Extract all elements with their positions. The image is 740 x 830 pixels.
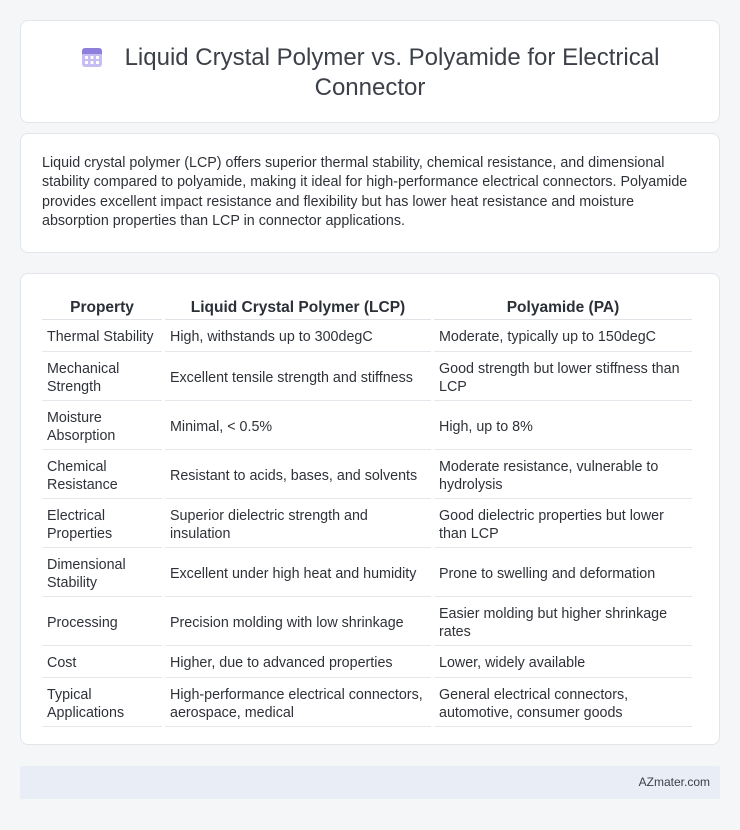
row-property: Electrical Properties <box>42 500 162 548</box>
row-pa-value: Good dielectric properties but lower than LCP <box>434 500 692 548</box>
row-lcp-value: High-performance electrical connectors, aerospace, medical <box>165 679 431 727</box>
table-row <box>42 321 692 352</box>
row-pa-value: Moderate resistance, vulnerable to hydrolysis <box>434 451 692 499</box>
title-text: Liquid Crystal Polymer vs. Polyamide for Electrical Connector <box>124 44 660 101</box>
table-row <box>42 647 692 678</box>
row-lcp-value: High, withstands up to 300degC <box>165 321 431 352</box>
header-lcp: Liquid Crystal Polymer (LCP) <box>165 296 431 320</box>
row-lcp-value: Superior dielectric strength and insulation <box>165 500 431 548</box>
comparison-table <box>39 295 695 728</box>
row-pa-value: Lower, widely available <box>434 647 692 678</box>
footer-bar <box>20 766 720 799</box>
header-pa: Polyamide (PA) <box>434 296 692 320</box>
row-pa-value: General electrical connectors, automotive, consumer goods <box>434 679 692 727</box>
summary-card <box>20 133 720 253</box>
table-row <box>42 598 692 646</box>
page-title <box>21 43 719 103</box>
row-property: Dimensional Stability <box>42 549 162 597</box>
row-pa-value: Good strength but lower stiffness than LCP <box>434 353 692 401</box>
row-lcp-value: Excellent under high heat and humidity <box>165 549 431 597</box>
table-row <box>42 549 692 597</box>
row-property: Processing <box>42 598 162 646</box>
comparison-card <box>20 273 720 745</box>
table-header-row <box>42 296 692 320</box>
row-property: Cost <box>42 647 162 678</box>
row-lcp-value: Precision molding with low shrinkage <box>165 598 431 646</box>
row-property: Moisture Absorption <box>42 402 162 450</box>
row-property: Thermal Stability <box>42 321 162 352</box>
row-lcp-value: Excellent tensile strength and stiffness <box>165 353 431 401</box>
row-pa-value: High, up to 8% <box>434 402 692 450</box>
table-row <box>42 353 692 401</box>
footer-brand: AZmater.com <box>638 775 710 789</box>
row-property: Mechanical Strength <box>42 353 162 401</box>
table-row <box>42 679 692 727</box>
row-lcp-value: Higher, due to advanced properties <box>165 647 431 678</box>
table-row <box>42 451 692 499</box>
table-row <box>42 500 692 548</box>
title-card <box>20 20 720 123</box>
summary-text: Liquid crystal polymer (LCP) offers superior thermal stability, chemical resistance, and dimensional stability compared to polyamide, making it ideal for high-performance electrical connectors. Polyamide provides excellent impact resistance and flexibility but has lower heat resistance and moisture absorption properties than LCP in connector applications. <box>42 155 688 230</box>
row-pa-value: Prone to swelling and deformation <box>434 549 692 597</box>
calendar-icon <box>81 46 103 68</box>
row-lcp-value: Minimal, < 0.5% <box>165 402 431 450</box>
row-lcp-value: Resistant to acids, bases, and solvents <box>165 451 431 499</box>
row-property: Typical Applications <box>42 679 162 727</box>
row-pa-value: Moderate, typically up to 150degC <box>434 321 692 352</box>
row-property: Chemical Resistance <box>42 451 162 499</box>
row-pa-value: Easier molding but higher shrinkage rates <box>434 598 692 646</box>
table-row <box>42 402 692 450</box>
header-property: Property <box>42 296 162 320</box>
